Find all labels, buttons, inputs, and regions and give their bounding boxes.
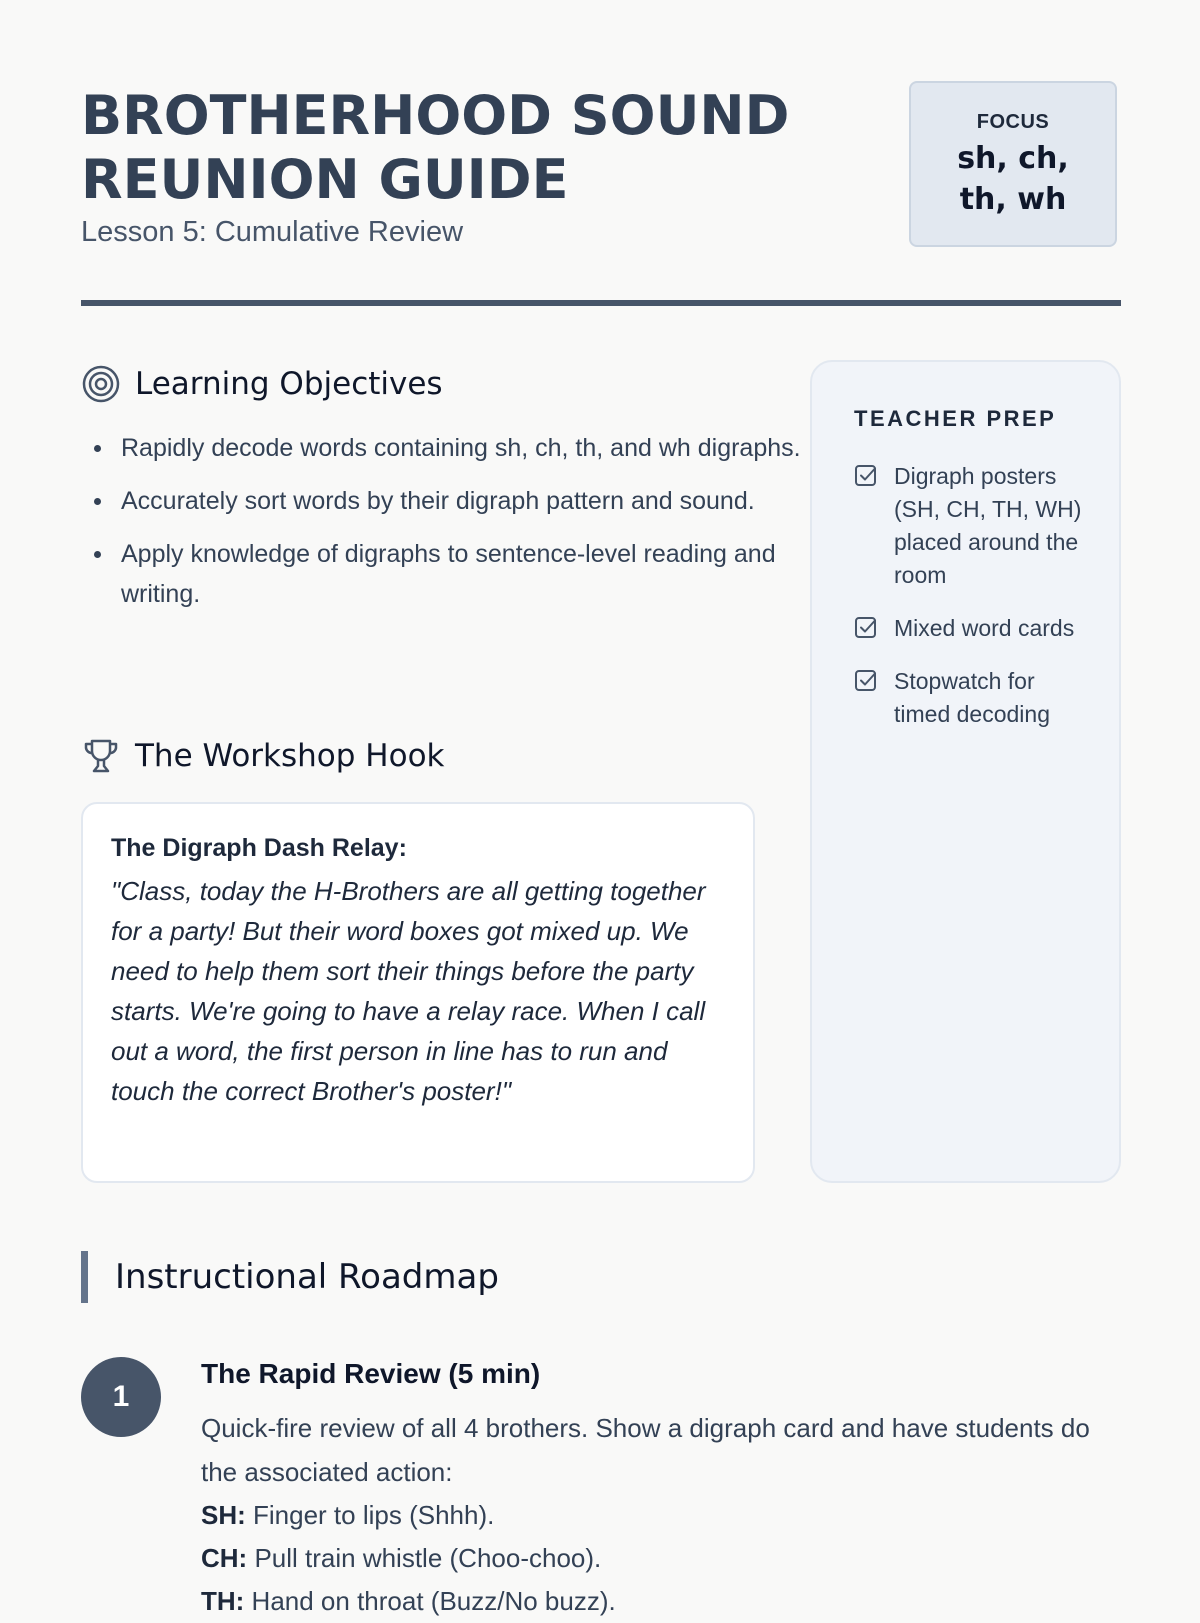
- objectives-heading-text: Learning Objectives: [135, 366, 443, 402]
- checkbox-icon: [854, 616, 878, 640]
- step-action-text: Pull train whistle (Choo-choo).: [247, 1543, 602, 1573]
- focus-badge: [909, 81, 1117, 247]
- hook-quote: "Class, today the H-Brothers are all getting together for a party! But their word boxes got mixed up. We need to help them sort their things before the party starts. We're going to have a relay race. When I call out a word, the first person in line has to run and touch the correct Brother's poster!": [111, 876, 706, 1106]
- step-action-label: CH:: [201, 1543, 248, 1573]
- title-line-2: REUNION GUIDE: [81, 148, 569, 211]
- list-item: [854, 460, 1089, 592]
- list-item: Apply knowledge of digraphs to sentence-level reading and writing.: [121, 534, 811, 614]
- step-title: The Rapid Review (5 min): [201, 1358, 541, 1389]
- prep-item-text: Digraph posters (SH, CH, TH, WH) placed around the room: [894, 463, 1082, 588]
- teacher-prep-panel: [810, 360, 1121, 1183]
- step-action-label: TH:: [201, 1586, 245, 1616]
- lesson-header: [81, 84, 1121, 304]
- lesson-subtitle: Lesson 5: Cumulative Review: [81, 216, 464, 248]
- step-number-badge: 1: [81, 1357, 161, 1437]
- hook-card-title: The Digraph Dash Relay:: [111, 834, 407, 862]
- step-action-text: Finger to lips (Shhh).: [245, 1500, 495, 1530]
- list-item: Accurately sort words by their digraph pattern and sound.: [121, 481, 811, 521]
- focus-label: FOCUS: [976, 111, 1050, 133]
- step-action-sh: [201, 1494, 1101, 1537]
- list-item: [854, 665, 1089, 731]
- step-action-th: [201, 1580, 1101, 1623]
- prep-item-text: Mixed word cards: [894, 615, 1075, 641]
- hook-heading-text: The Workshop Hook: [135, 738, 445, 774]
- header-divider: [81, 300, 1121, 306]
- list-item: [854, 612, 1089, 645]
- trophy-icon: [81, 736, 121, 776]
- step-action-label: SH:: [201, 1500, 246, 1530]
- step-action-text: Hand on throat (Buzz/No buzz).: [244, 1586, 616, 1616]
- checkbox-icon: [854, 669, 878, 693]
- teacher-prep-title: TEACHER PREP: [854, 406, 1057, 431]
- page-title: [81, 84, 841, 212]
- step-description: Quick-fire review of all 4 brothers. Show a digraph card and have students do the associated action:: [201, 1413, 1090, 1487]
- list-item: Rapidly decode words containing sh, ch, th, and wh digraphs.: [121, 428, 811, 468]
- step-action-ch: [201, 1537, 1101, 1580]
- roadmap-step: [201, 1358, 1101, 1623]
- checkbox-icon: [854, 464, 878, 488]
- target-icon: [81, 364, 121, 404]
- focus-value: sh, ch, th, wh: [957, 141, 1069, 217]
- title-line-1: BROTHERHOOD SOUND: [81, 84, 790, 147]
- objectives-list: [81, 428, 811, 627]
- hook-heading: [81, 736, 445, 776]
- objectives-heading: [81, 364, 443, 404]
- roadmap-heading: Instructional Roadmap: [81, 1251, 499, 1303]
- hook-card: [81, 802, 755, 1183]
- prep-item-text: Stopwatch for timed decoding: [894, 668, 1050, 727]
